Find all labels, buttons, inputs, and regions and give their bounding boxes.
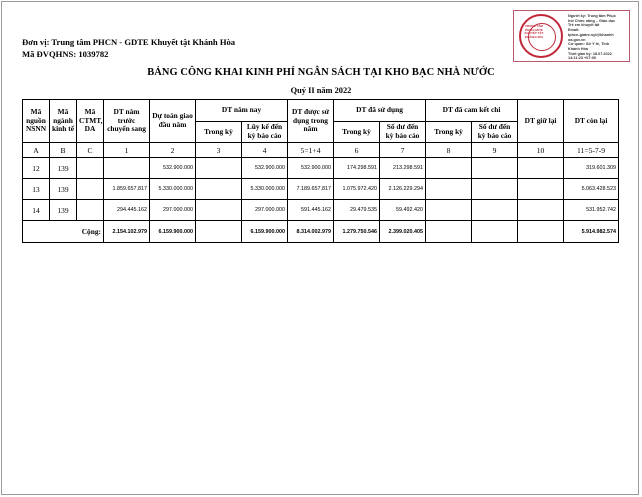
budget-code: Mã ĐVQHNS: 1039782 [22, 49, 109, 59]
index-cell: B [50, 143, 77, 158]
cell-carried: 1.859.657.817 [104, 179, 150, 200]
cell-program [77, 158, 104, 179]
cell-current-cumulative: 297.000.000 [242, 200, 288, 221]
cell-current-cumulative: 532.900.000 [242, 158, 288, 179]
total-carried: 2.154.102.979 [104, 221, 150, 243]
col-committed-period: Trong kỳ [426, 122, 472, 143]
total-held [518, 221, 564, 243]
cell-held [518, 200, 564, 221]
table-row [23, 158, 619, 179]
cell-source: 14 [23, 200, 50, 221]
index-cell: 1 [104, 143, 150, 158]
cell-used-balance: 2.126.229.294 [380, 179, 426, 200]
index-cell: 11=5-7-9 [564, 143, 619, 158]
report-title: BẢNG CÔNG KHAI KINH PHÍ NGÂN SÁCH TẠI KHO BẠC NHÀ NƯỚC [147, 67, 495, 78]
total-committed-balance [472, 221, 518, 243]
index-cell: 8 [426, 143, 472, 158]
col-held: DT giữ lại [518, 100, 564, 143]
cell-assigned: 297.000.000 [150, 200, 196, 221]
col-carried: DT năm trước chuyển sang [104, 100, 150, 143]
cell-committed-period [426, 200, 472, 221]
cell-source: 12 [23, 158, 50, 179]
table-row [23, 200, 619, 221]
col-usable: DT được sử dụng trong năm [288, 100, 334, 143]
cell-carried: 294.445.162 [104, 200, 150, 221]
col-current-period: Trong kỳ [196, 122, 242, 143]
cell-committed-balance [472, 158, 518, 179]
cell-committed-balance [472, 179, 518, 200]
cell-sector: 139 [50, 179, 77, 200]
cell-assigned: 532.900.000 [150, 158, 196, 179]
index-cell: 7 [380, 143, 426, 158]
col-used-period: Trong kỳ [334, 122, 380, 143]
total-used-period: 1.279.750.546 [334, 221, 380, 243]
col-used-balance: Số dư đến kỳ báo cáo [380, 122, 426, 143]
index-cell: 2 [150, 143, 196, 158]
total-remaining: 5.914.982.574 [564, 221, 619, 243]
total-row [23, 221, 619, 243]
col-group-used: DT đã sử dụng [334, 100, 426, 122]
cell-remaining: 5.063.428.523 [564, 179, 619, 200]
unit-name: Đơn vị: Trung tâm PHCN - GDTE Khuyết tật Khánh Hòa [22, 37, 236, 47]
cell-used-period: 1.075.972.420 [334, 179, 380, 200]
col-remaining: DT còn lại [564, 100, 619, 143]
total-current-cumulative: 6.159.900.000 [242, 221, 288, 243]
cell-assigned: 5.330.000.000 [150, 179, 196, 200]
total-committed-period [426, 221, 472, 243]
seal-text: TRUNG TÂM PHCN-GDTE KHUYẾT TẬT KHÁNH HÒA [524, 24, 544, 39]
report-period: Quý II năm 2022 [290, 86, 352, 95]
cell-sector: 139 [50, 200, 77, 221]
cell-source: 13 [23, 179, 50, 200]
index-cell: 9 [472, 143, 518, 158]
col-group-current: DT năm nay [196, 100, 288, 122]
cell-committed-balance [472, 200, 518, 221]
col-committed-balance: Số dư đến kỳ báo cáo [472, 122, 518, 143]
cell-current-period [196, 158, 242, 179]
cell-usable: 591.445.162 [288, 200, 334, 221]
cell-current-period [196, 179, 242, 200]
col-group-committed: DT đã cam kết chi [426, 100, 518, 122]
cell-used-balance: 213.298.591 [380, 158, 426, 179]
index-cell: 4 [242, 143, 288, 158]
cell-program [77, 179, 104, 200]
cell-used-period: 174.298.591 [334, 158, 380, 179]
cell-remaining: 531.952.742 [564, 200, 619, 221]
cell-committed-period [426, 179, 472, 200]
col-source: Mã nguồn NSNN [23, 100, 50, 143]
index-cell: C [77, 143, 104, 158]
cell-sector: 139 [50, 158, 77, 179]
index-cell: 10 [518, 143, 564, 158]
cell-used-balance: 59.492.420 [380, 200, 426, 221]
cell-used-period: 29.479.535 [334, 200, 380, 221]
budget-table [22, 99, 619, 243]
index-cell: 3 [196, 143, 242, 158]
cell-current-period [196, 200, 242, 221]
col-sector: Mã ngành kinh tế [50, 100, 77, 143]
total-usable: 8.314.002.979 [288, 221, 334, 243]
table-row [23, 179, 619, 200]
cell-remaining: 319.601.309 [564, 158, 619, 179]
total-used-balance: 2.399.020.405 [380, 221, 426, 243]
index-cell: 5=1+4 [288, 143, 334, 158]
cell-program [77, 200, 104, 221]
index-row [23, 143, 619, 158]
col-current-cumulative: Lũy kế đến kỳ báo cáo [242, 122, 288, 143]
total-assigned: 6.159.900.000 [150, 221, 196, 243]
col-assigned: Dự toán giao đầu năm [150, 100, 196, 143]
signer-info: Người ký: Trung tâm Phục hồi Chức năng – Giáo dục Trẻ em khuyết tật Email: tphcn-giatre.syt@khanhh oa.gov.vn Cơ quan: Sở Y tế, Tỉnh Khánh Hòa Thời gian ký: 18.07.2022 14:11:23 +07:00 [568, 14, 616, 61]
digital-signature-stamp [513, 10, 630, 62]
org-header [22, 36, 235, 60]
index-cell: 6 [334, 143, 380, 158]
cell-held [518, 158, 564, 179]
col-program: Mã CTMT, DA [77, 100, 104, 143]
cell-current-cumulative: 5.330.000.000 [242, 179, 288, 200]
cell-held [518, 179, 564, 200]
total-label: Cộng: [23, 221, 104, 243]
total-current-period [196, 221, 242, 243]
cell-usable: 7.189.657.817 [288, 179, 334, 200]
header-row [23, 100, 619, 122]
index-cell: A [23, 143, 50, 158]
cell-carried [104, 158, 150, 179]
cell-usable: 532.900.000 [288, 158, 334, 179]
cell-committed-period [426, 158, 472, 179]
